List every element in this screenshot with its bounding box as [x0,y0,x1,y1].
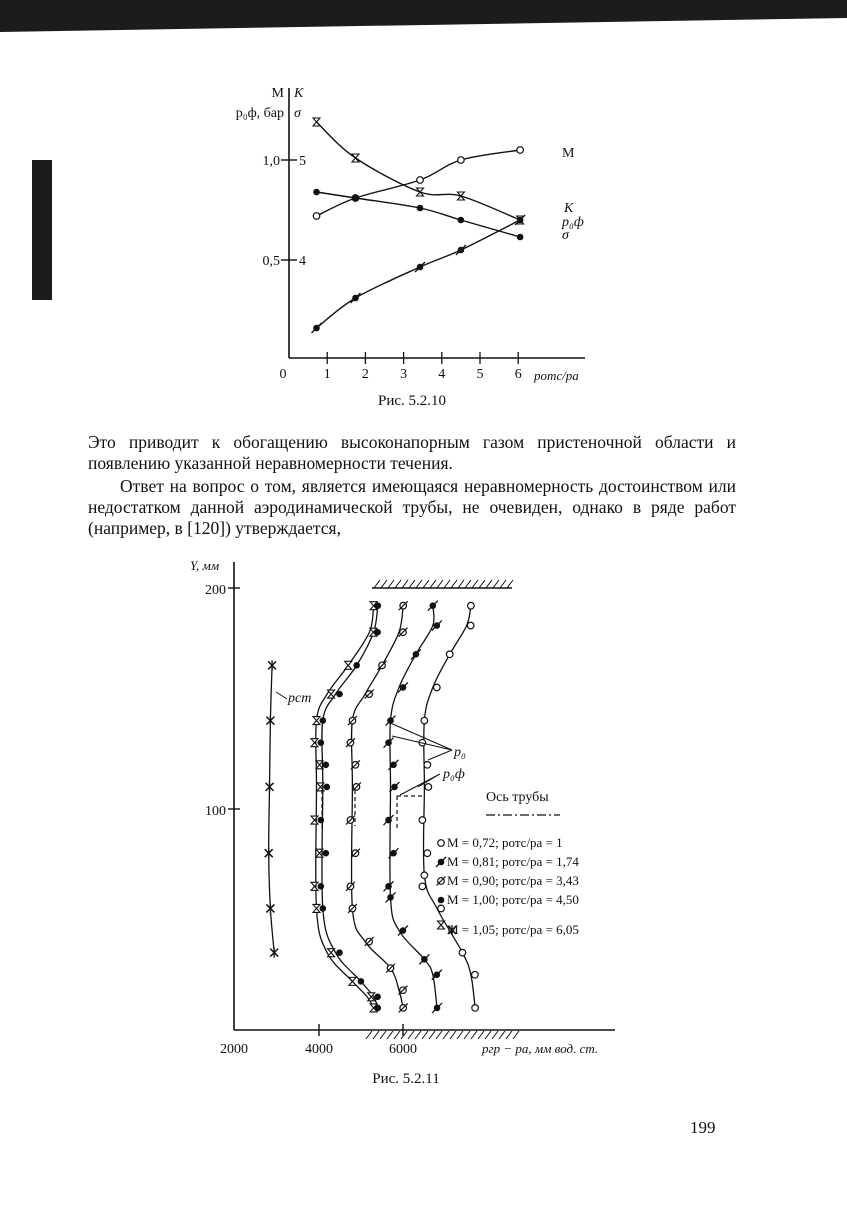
fig2-point-1-5 [425,784,432,791]
fig1-label-M: М [562,146,575,161]
fig2-point-1-9 [467,622,474,629]
paragraph-1: Это приводит к обогащению высоконапорным газом пристеночной области и появлению указанной неравномерности течения. [88,432,736,473]
fig2-extra-4-1 [323,850,330,857]
fig1-xtick-label-4: 4 [438,367,446,382]
fig2-point-1-10 [468,602,475,609]
fig1-ytick-right-5: 5 [299,154,306,169]
fig1-caption: Рис. 5.2.10 [377,393,447,409]
fig2-point-3-4 [348,904,357,913]
fig2-point-3-6 [348,716,357,725]
fig2-point-4-6 [320,717,327,724]
fig2-point-0-4 [266,903,274,913]
fig2-extra-4-2 [318,817,325,824]
fig2-extra-1-2 [419,817,426,824]
fig2-point-4-3 [336,949,343,956]
fig1-left-label-mid: p₀ф, бар [235,106,284,121]
fig2-point-4-1 [374,994,381,1001]
fig2-extra-4-3 [323,762,330,769]
fig2-caption: Рис. 5.2.11 [372,1071,440,1087]
fig2-point-5-4 [313,904,320,912]
page-number: 199 [690,1118,716,1137]
fig2-extra-2-0 [384,881,394,891]
fig2-point-5-6 [313,717,320,725]
fig1-ytick-right-4: 4 [299,254,306,269]
fig2-point-0-3 [265,848,273,858]
fig2-pst-leader [276,692,287,699]
fig1-xtick-label-6: 6 [514,367,522,382]
fig2-legend-marker-1 [436,857,446,867]
fig2-extra-5-0 [311,882,318,890]
fig2-point-1-8 [446,651,453,658]
fig1-xtick-label-5: 5 [476,367,484,382]
fig2-xtick-label-2000: 2000 [220,1042,248,1057]
fig2-extra-5-4 [311,739,318,747]
fig2-series-line-5 [316,606,374,1008]
fig2-point-3-8 [378,661,387,670]
fig1-left-label-top: М [271,86,284,101]
fig2-legend [436,835,579,937]
fig2-curves [265,601,479,1013]
fig2-legend-marker-0 [438,840,445,847]
fig2-point-1-1 [472,971,479,978]
fig1-label-K: K [564,201,574,216]
top-wall-hatch [372,580,513,588]
fig1-right-label-mid: σ [294,106,301,121]
fig2-series-line-1 [423,606,475,1008]
fig2-xtick-label-6000: 6000 [389,1042,417,1057]
fig2-ytick-label-200: 200 [205,583,226,598]
fig2-extra-2-4 [384,738,394,748]
fig2-point-3-3 [365,937,374,946]
fig2-p0f-dash-3 [397,796,422,828]
fig2-point-4-8 [353,662,360,669]
fig2-point-1-7 [434,684,441,691]
fig2-legend-marker-4 [438,921,445,929]
fig2-legend-item-3: M = 1,00; pотс/pa = 4,50 [447,892,579,907]
fig2-legend-marker-2 [437,877,446,886]
fig2-extra-1-1 [424,850,431,857]
fig2-point-5-7 [328,690,335,698]
fig1-x-label: pотс/pa [534,368,579,383]
fig2-point-0-5 [270,948,278,958]
fig2-extra-4-4 [318,739,325,746]
paragraph-2: Ответ на вопрос о том, является имеющаяся неравномерность достоинством или недостатком данной аэродинамической трубы, не очевиден, однако в ряде работ (например, в [120]) утверждается, [88,476,736,538]
fig2-extra-4-0 [318,883,325,890]
fig2-extra-3-0 [346,882,355,891]
fig2-legend-marker-3 [438,897,445,904]
fig1-label-sigma: σ [562,228,569,243]
fig2-extra-5-2 [311,816,318,824]
fig2-point-3-10 [399,601,408,610]
fig1-right-label-top: K [294,86,304,101]
fig2-label-p0f: p₀ф [443,767,465,782]
fig2-point-0-1 [266,716,274,726]
fig2-point-3-0 [399,1003,408,1012]
fig2-point-0-2 [266,782,274,792]
fig1-ytick-left-1: 1,0 [262,154,280,169]
fig2-point-5-2 [349,977,356,985]
fig1-xtick-label-2: 2 [361,367,369,382]
fig2-point-4-4 [320,905,327,912]
fig2-point-4-2 [358,978,365,985]
fig2-point-2-8 [411,649,421,659]
fig2-point-0-0 [268,660,276,670]
fig2-extra-2-2 [384,815,394,825]
fig2-label-p0: p₀ [454,745,466,760]
fig2-point-1-4 [421,872,428,879]
fig1-xtick-label-0: 0 [279,367,287,382]
fig2-point-3-5 [352,782,361,791]
fig2-legend-item-0: M = 0,72; pотс/pa = 1 [447,835,563,850]
fig2-y-label: Y, мм [190,558,220,573]
fig2-point-3-1 [398,986,407,995]
fig2-point-1-6 [421,717,428,724]
fig2-point-1-2 [459,949,466,956]
fig2-label-tube-axis: Ось трубы [486,790,549,805]
fig2-legend-item-1: M = 0,81; pотс/pa = 1,74 [447,854,579,869]
fig2-point-3-7 [365,690,374,699]
fig2-extra-3-4 [346,738,355,747]
fig2-extra-3-2 [346,816,355,825]
fig2-extra-1-3 [424,762,431,769]
fig2-xtick-label-4000: 4000 [305,1042,333,1057]
fig2-point-4-5 [324,784,331,791]
fig2-point-1-0 [472,1005,479,1012]
fig2-legend-item-4: M = 1,05; pотс/pa = 6,05 [447,922,579,937]
fig2-point-5-8 [345,661,352,669]
fig2-p0f-leader [400,774,440,795]
fig1-xtick-label-1: 1 [323,367,331,382]
fig2-point-1-3 [438,905,445,912]
fig2-point-5-3 [328,949,335,957]
fig1-xtick-label-3: 3 [400,367,408,382]
fig1-ytick-left-05: 0,5 [262,254,280,269]
bottom-wall-hatch [366,1031,519,1039]
fig2-point-4-7 [336,691,343,698]
fig2-ytick-label-100: 100 [205,804,226,819]
fig2-x-label: pгр − pa, мм вод. ст. [482,1041,599,1056]
fig2-label-pst: pст [288,691,312,706]
fig2-legend-item-2: M = 0,90; pотс/pa = 3,43 [447,873,579,888]
fig1-label-p0f: p₀ф [562,215,584,230]
fig2-extra-1-0 [419,883,426,890]
